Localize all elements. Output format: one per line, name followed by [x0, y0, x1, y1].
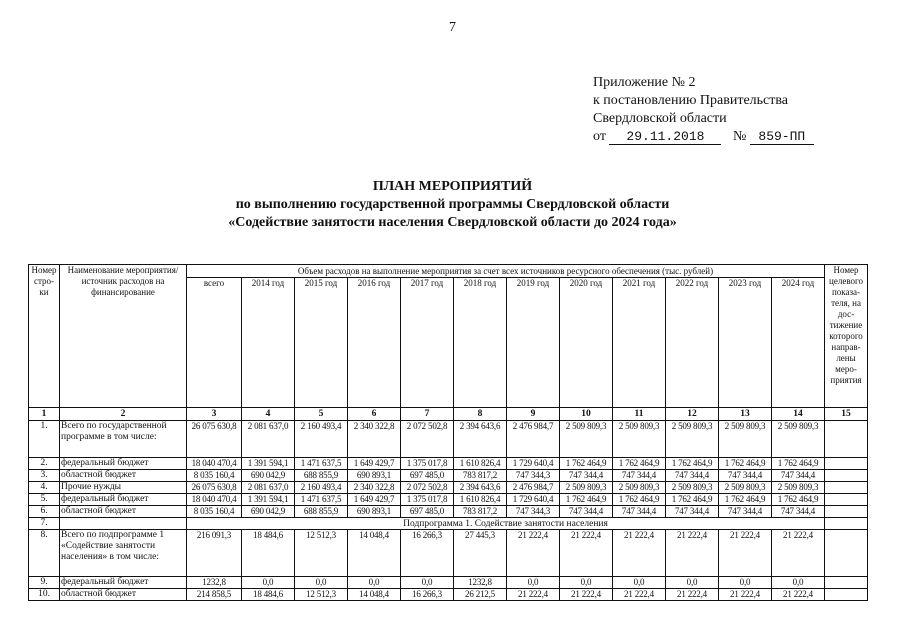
value-cell: 2 394 643,6 [454, 482, 507, 494]
value-cell: 21 222,4 [560, 530, 613, 577]
value-cell: 1 649 429,7 [348, 458, 401, 470]
row-name: федеральный бюджет [60, 494, 187, 506]
value-cell: 747 344,4 [666, 470, 719, 482]
annex-date-line [593, 128, 814, 146]
row-number: 5. [29, 494, 60, 506]
target-cell [825, 470, 868, 482]
value-cell: 14 048,4 [348, 530, 401, 577]
heading-subtitle: по выполнению государственной программы Свердловской области [235, 197, 670, 212]
row-name: федеральный бюджет [60, 577, 187, 589]
value-cell: 2 072 502,8 [401, 421, 454, 458]
value-cell: 747 344,4 [560, 506, 613, 518]
value-cell: 0,0 [560, 577, 613, 589]
value-cell: 21 222,4 [772, 530, 825, 577]
value-cell: 690 042,9 [242, 470, 295, 482]
value-cell: 2 081 637,0 [242, 482, 295, 494]
value-cell: 216 091,3 [187, 530, 242, 577]
column-index: 12 [666, 408, 719, 421]
row-name: федеральный бюджет [60, 458, 187, 470]
value-cell: 1 391 594,1 [242, 494, 295, 506]
value-cell: 18 040 470,4 [187, 458, 242, 470]
value-cell: 8 035 160,4 [187, 506, 242, 518]
value-cell: 21 222,4 [719, 530, 772, 577]
value-cell: 0,0 [666, 577, 719, 589]
table-row [29, 421, 868, 458]
value-cell: 1 471 637,5 [295, 458, 348, 470]
header-year: 2017 год [401, 278, 454, 408]
value-cell: 1232,8 [187, 577, 242, 589]
value-cell: 16 266,3 [401, 589, 454, 601]
header-year: 2023 год [719, 278, 772, 408]
value-cell: 2 509 809,3 [719, 421, 772, 458]
row-number: 8. [29, 530, 60, 577]
value-cell: 21 222,4 [560, 589, 613, 601]
value-cell: 8 035 160,4 [187, 470, 242, 482]
value-cell: 2 509 809,3 [560, 421, 613, 458]
value-cell: 1 762 464,9 [666, 458, 719, 470]
value-cell: 2 476 984,7 [507, 482, 560, 494]
value-cell: 1 729 640,4 [507, 494, 560, 506]
row-name: областной бюджет [60, 470, 187, 482]
column-index: 14 [772, 408, 825, 421]
column-index: 2 [60, 408, 187, 421]
annex-number: 859-ПП [750, 129, 814, 145]
value-cell: 1 729 640,4 [507, 458, 560, 470]
value-cell: 12 512,3 [295, 530, 348, 577]
value-cell: 12 512,3 [295, 589, 348, 601]
header-year: 2015 год [295, 278, 348, 408]
heading-program-name: «Содействие занятости населения Свердловской области до 2024 года» [228, 215, 677, 230]
value-cell: 0,0 [401, 577, 454, 589]
row-name: Всего по подпрограмме 1 «Содействие занятости населения» в том числе: [60, 530, 187, 577]
value-cell: 1 762 464,9 [719, 458, 772, 470]
row-name: Прочие нужды [60, 482, 187, 494]
target-cell [825, 458, 868, 470]
table-row [29, 458, 868, 470]
table-row [29, 530, 868, 577]
value-cell: 747 344,4 [719, 470, 772, 482]
value-cell: 1 762 464,9 [719, 494, 772, 506]
subprogram-number: 7. [29, 518, 60, 530]
annex-decree: к постановлению Правительства [593, 93, 789, 108]
value-cell: 0,0 [295, 577, 348, 589]
header-year: 2024 год [772, 278, 825, 408]
value-cell: 14 048,4 [348, 589, 401, 601]
value-cell: 747 344,4 [613, 470, 666, 482]
value-cell: 2 509 809,3 [560, 482, 613, 494]
row-name: Всего по государственной программе в том числе: [60, 421, 187, 458]
row-number: 2. [29, 458, 60, 470]
annex-from-label: от [593, 129, 606, 144]
value-cell: 16 266,3 [401, 530, 454, 577]
value-cell: 0,0 [242, 577, 295, 589]
value-cell: 26 212,5 [454, 589, 507, 601]
value-cell: 26 075 630,8 [187, 482, 242, 494]
table-row [29, 482, 868, 494]
table-row [29, 589, 868, 601]
value-cell: 21 222,4 [666, 530, 719, 577]
row-number: 1. [29, 421, 60, 458]
value-cell: 18 484,6 [242, 530, 295, 577]
value-cell: 747 344,4 [772, 506, 825, 518]
header-target-number: Номер целевого показа-теля, на дос-тижение которого направ-лены меро-приятия [825, 265, 868, 408]
target-cell [825, 530, 868, 577]
value-cell: 21 222,4 [507, 530, 560, 577]
table-row [29, 577, 868, 589]
value-cell: 2 509 809,3 [613, 421, 666, 458]
plan-table [28, 264, 868, 601]
subprogram-target [825, 518, 868, 530]
value-cell: 2 509 809,3 [719, 482, 772, 494]
value-cell: 747 344,3 [507, 470, 560, 482]
annex-region: Свердловской области [593, 111, 727, 126]
row-number: 9. [29, 577, 60, 589]
value-cell: 0,0 [719, 577, 772, 589]
value-cell: 697 485,0 [401, 470, 454, 482]
header-year: 2021 год [613, 278, 666, 408]
value-cell: 747 344,4 [666, 506, 719, 518]
target-cell [825, 494, 868, 506]
column-index: 11 [613, 408, 666, 421]
value-cell: 1 762 464,9 [772, 458, 825, 470]
column-index: 10 [560, 408, 613, 421]
value-cell: 2 072 502,8 [401, 482, 454, 494]
value-cell: 2 509 809,3 [772, 482, 825, 494]
value-cell: 2 509 809,3 [666, 421, 719, 458]
value-cell: 0,0 [613, 577, 666, 589]
value-cell: 21 222,4 [613, 589, 666, 601]
value-cell: 747 344,4 [560, 470, 613, 482]
target-cell [825, 482, 868, 494]
value-cell: 688 855,9 [295, 506, 348, 518]
target-cell [825, 421, 868, 458]
target-cell [825, 506, 868, 518]
row-number: 10. [29, 589, 60, 601]
value-cell: 2 509 809,3 [772, 421, 825, 458]
value-cell: 697 485,0 [401, 506, 454, 518]
value-cell: 1 649 429,7 [348, 494, 401, 506]
column-index: 9 [507, 408, 560, 421]
column-index: 7 [401, 408, 454, 421]
value-cell: 21 222,4 [666, 589, 719, 601]
row-number: 3. [29, 470, 60, 482]
value-cell: 747 344,4 [613, 506, 666, 518]
value-cell: 1 471 637,5 [295, 494, 348, 506]
value-cell: 747 344,3 [507, 506, 560, 518]
page-number: 7 [449, 20, 456, 35]
header-row-number: Номер стро-ки [29, 265, 60, 408]
column-index: 15 [825, 408, 868, 421]
value-cell: 2 081 637,0 [242, 421, 295, 458]
column-index: 3 [187, 408, 242, 421]
value-cell: 1 391 594,1 [242, 458, 295, 470]
value-cell: 2 160 493,4 [295, 482, 348, 494]
column-index: 1 [29, 408, 60, 421]
value-cell: 1 762 464,9 [613, 458, 666, 470]
header-year: всего [187, 278, 242, 408]
value-cell: 21 222,4 [507, 589, 560, 601]
value-cell: 690 893,1 [348, 506, 401, 518]
table-row [29, 506, 868, 518]
value-cell: 21 222,4 [772, 589, 825, 601]
subprogram-spacer [60, 518, 187, 530]
value-cell: 690 893,1 [348, 470, 401, 482]
column-index: 4 [242, 408, 295, 421]
value-cell: 26 075 630,8 [187, 421, 242, 458]
column-index: 13 [719, 408, 772, 421]
value-cell: 690 042,9 [242, 506, 295, 518]
value-cell: 0,0 [348, 577, 401, 589]
value-cell: 214 858,5 [187, 589, 242, 601]
row-number: 6. [29, 506, 60, 518]
value-cell: 0,0 [507, 577, 560, 589]
value-cell: 1232,8 [454, 577, 507, 589]
value-cell: 747 344,4 [772, 470, 825, 482]
value-cell: 1 762 464,9 [666, 494, 719, 506]
row-name: областной бюджет [60, 589, 187, 601]
value-cell: 1 375 017,8 [401, 494, 454, 506]
target-cell [825, 589, 868, 601]
header-year: 2014 год [242, 278, 295, 408]
annex-date: 29.11.2018 [609, 129, 721, 145]
value-cell: 21 222,4 [613, 530, 666, 577]
value-cell: 18 484,6 [242, 589, 295, 601]
table-row [29, 494, 868, 506]
subprogram-row [29, 518, 868, 530]
value-cell: 1 762 464,9 [613, 494, 666, 506]
document-heading [0, 178, 905, 232]
value-cell: 1 762 464,9 [560, 458, 613, 470]
value-cell: 1 610 826,4 [454, 458, 507, 470]
column-index: 6 [348, 408, 401, 421]
value-cell: 2 476 984,7 [507, 421, 560, 458]
subprogram-title: Подпрограмма 1. Содействие занятости населения [187, 518, 825, 530]
value-cell: 783 817,2 [454, 470, 507, 482]
value-cell: 2 509 809,3 [613, 482, 666, 494]
value-cell: 2 509 809,3 [666, 482, 719, 494]
header-year: 2020 год [560, 278, 613, 408]
value-cell: 688 855,9 [295, 470, 348, 482]
value-cell: 1 375 017,8 [401, 458, 454, 470]
column-index: 5 [295, 408, 348, 421]
header-year: 2022 год [666, 278, 719, 408]
value-cell: 1 762 464,9 [772, 494, 825, 506]
annex-block [593, 74, 814, 146]
value-cell: 1 762 464,9 [560, 494, 613, 506]
header-year: 2016 год [348, 278, 401, 408]
value-cell: 0,0 [772, 577, 825, 589]
value-cell: 21 222,4 [719, 589, 772, 601]
value-cell: 2 340 322,8 [348, 482, 401, 494]
value-cell: 1 610 826,4 [454, 494, 507, 506]
value-cell: 2 340 322,8 [348, 421, 401, 458]
value-cell: 2 160 493,4 [295, 421, 348, 458]
value-cell: 18 040 470,4 [187, 494, 242, 506]
table-row [29, 470, 868, 482]
header-year: 2019 год [507, 278, 560, 408]
row-name: областной бюджет [60, 506, 187, 518]
annex-title: Приложение № 2 [593, 75, 696, 90]
value-cell: 747 344,4 [719, 506, 772, 518]
row-number: 4. [29, 482, 60, 494]
target-cell [825, 577, 868, 589]
column-index: 8 [454, 408, 507, 421]
value-cell: 2 394 643,6 [454, 421, 507, 458]
value-cell: 783 817,2 [454, 506, 507, 518]
header-expenses-group: Объем расходов на выполнение мероприятия за счет всех источников ресурсного обеспечения (тыс. рублей) [187, 265, 825, 278]
header-year: 2018 год [454, 278, 507, 408]
annex-no-label: № [732, 129, 747, 144]
heading-title: ПЛАН МЕРОПРИЯТИЙ [372, 179, 533, 194]
value-cell: 27 445,3 [454, 530, 507, 577]
header-name: Наименование мероприятия/ источник расходов на финансирование [60, 265, 187, 408]
